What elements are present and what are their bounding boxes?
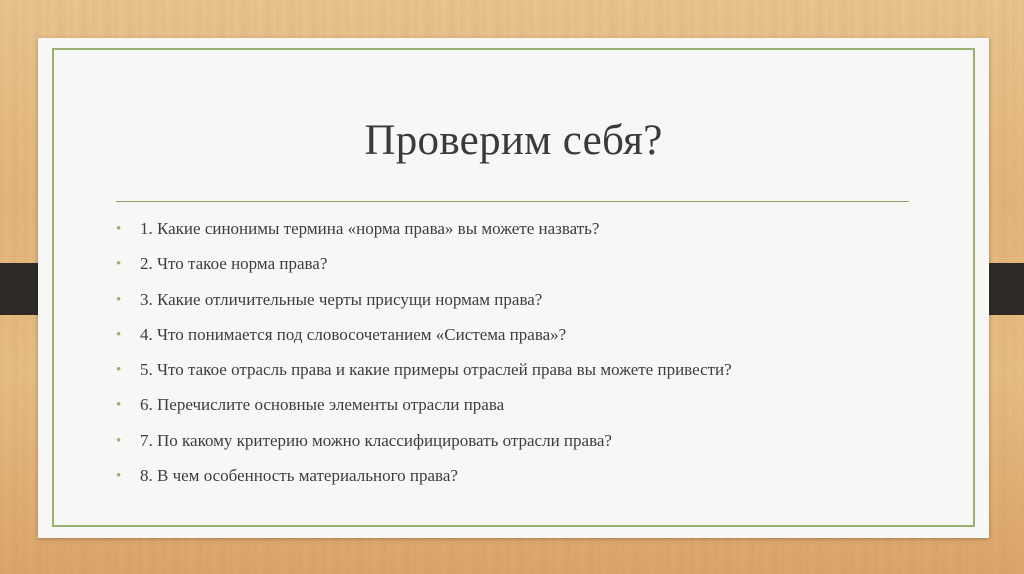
bullet-icon: • [116,432,122,449]
list-item [116,252,732,287]
bullet-icon: • [116,397,122,414]
list-item [116,358,732,393]
list-item [116,464,732,499]
slide-title: Проверим себя? [364,117,663,164]
list-item-text: 4. Что понимается под словосочетанием «Система права»? [140,324,567,344]
list-item-text: 3. Какие отличительные черты присущи нормам права? [140,289,543,309]
bullet-icon: • [116,221,122,237]
bullet-icon: • [116,362,122,379]
question-list [116,217,732,499]
bullet-icon: • [116,291,122,308]
list-item-text: 6. Перечислите основные элементы отрасли права [140,395,505,415]
list-item-text: 8. В чем особенность материального права? [140,466,458,486]
list-item [116,393,732,428]
slide [38,38,989,538]
bullet-icon: • [116,326,122,343]
list-item [116,323,732,358]
list-item-text: 7. По какому критерию можно классифицировать отрасли права? [140,430,612,450]
bullet-icon: • [116,468,122,485]
list-item [116,217,732,252]
list-item-text: 2. Что такое норма права? [140,254,328,274]
list-item-text: 5. Что такое отрасль права и какие примеры отраслей права вы можете привести? [140,360,732,380]
title-divider [116,201,909,202]
bullet-icon: • [116,256,122,273]
list-item [116,288,732,323]
list-item [116,429,732,464]
list-item-text: 1. Какие синонимы термина «норма права» вы можете назвать? [140,219,600,238]
